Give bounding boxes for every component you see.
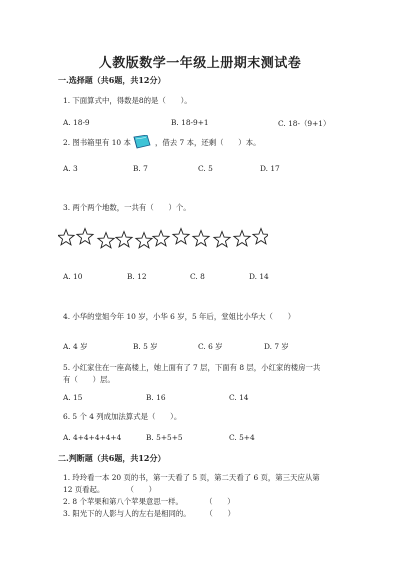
question-5-option-c: C. 14: [229, 393, 249, 402]
question-1-option-c: C. 18-（9+1）: [278, 119, 331, 128]
question-5-text-line1: 5. 小红家住在一座高楼上，她上面有了 7 层，下面有 8 层，小红家的楼房一共: [63, 363, 321, 372]
question-4-option-c: C. 6 岁: [198, 342, 223, 351]
star-icon: [253, 229, 268, 244]
question-1-text: 1. 下面算式中，得数是8的是（ ）。: [63, 96, 192, 105]
question-1-option-a: A. 18-9: [63, 118, 90, 127]
question-3-option-b: B. 12: [127, 272, 147, 281]
question-3-text: 3. 两个两个地数，一共有（ ）个。: [63, 203, 191, 212]
question-3-option-c: C. 8: [190, 272, 205, 281]
question-5-option-b: B. 16: [146, 393, 166, 402]
star-icon: [153, 231, 169, 246]
question-4-text: 4. 小华的堂姐今年 10 岁，小华 6 岁，5 年后，堂姐比小华大（ ）: [63, 312, 296, 321]
judgment-2-text: 2. 8 个苹果和第八个苹果意思一样。 （ ）: [63, 497, 235, 506]
question-2-option-d: D. 17: [260, 164, 280, 173]
question-2-option-a: A. 3: [63, 164, 78, 173]
star-icon: [98, 233, 114, 248]
question-6-option-b: B. 5+5+5: [146, 433, 183, 442]
question-2-text-before: 2. 图书箱里有 10 本: [63, 138, 131, 147]
book-icon: [131, 135, 151, 149]
star-icon: [214, 232, 230, 247]
stars-figure: [58, 226, 268, 252]
page-title: 人教版数学一年级上册期末测试卷: [98, 56, 302, 71]
star-icon: [173, 229, 189, 244]
question-6-option-a: A. 4+4+4+4+4: [63, 433, 122, 442]
question-2-text-after: ，借去 7 本，还剩（ ）本。: [155, 138, 261, 147]
question-3-option-a: A. 10: [63, 272, 83, 281]
star-icon: [77, 229, 93, 244]
question-5-text-line2: 有（ ）层。: [63, 375, 115, 384]
star-icon: [58, 230, 74, 245]
stars-svg: [58, 226, 268, 254]
question-1-option-b: B. 18-9+1: [171, 118, 209, 127]
question-4-option-b: B. 5 岁: [133, 342, 158, 351]
question-4-option-d: D. 7 岁: [264, 342, 289, 351]
question-6-option-c: C. 5+4: [229, 433, 255, 442]
section-heading-choice: 一.选择题（共6题，共12分）: [58, 75, 166, 85]
star-icon: [234, 231, 250, 246]
star-icon: [136, 233, 152, 248]
star-icon: [193, 231, 209, 246]
question-2-option-b: B. 7: [133, 164, 148, 173]
judgment-1-text-line2: 12 页看起。 （ ）: [63, 485, 157, 494]
star-icon: [116, 232, 132, 247]
question-2-option-c: C. 5: [198, 164, 213, 173]
question-6-text: 6. 5 个 4 列成加法算式是（ ）。: [63, 412, 182, 421]
judgment-1-text-line1: 1. 玲玲看一本 20 页的书，第一天看了 5 页，第二天看了 6 页，第三天应从第: [63, 473, 320, 482]
judgment-3-text: 3. 阳光下的人影与人的左右是相同的。 （ ）: [63, 509, 235, 518]
section-heading-judgment: 二.判断题（共6题，共12分）: [58, 453, 166, 463]
question-3-option-d: D. 14: [249, 272, 269, 281]
question-5-option-a: A. 15: [63, 393, 83, 402]
question-4-option-a: A. 4 岁: [63, 342, 88, 351]
